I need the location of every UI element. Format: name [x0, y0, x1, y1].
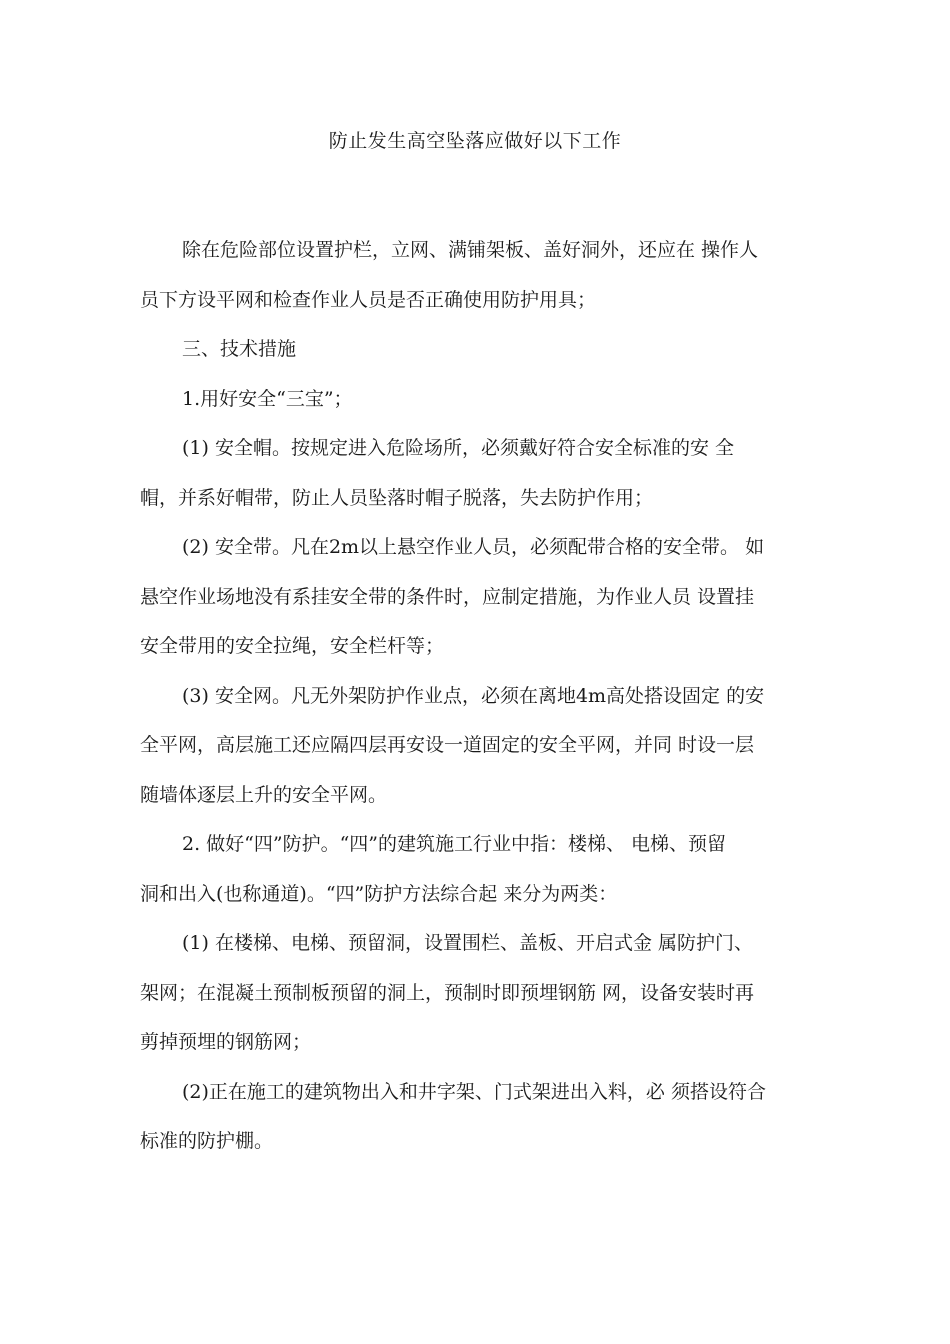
paragraph-line: 悬空作业场地没有系挂安全带的条件时，应制定措施，为作业人员 设置挂 [140, 585, 755, 608]
document-title: 防止发生高空坠落应做好以下工作 [328, 130, 622, 152]
paragraph-line: 帽，并系好帽带，防止人员坠落时帽子脱落，失去防护作用； [140, 486, 654, 509]
paragraph-line: (2)正在施工的建筑物出入和井字架、门式架进出入料，必 须搭设符合 [182, 1080, 766, 1103]
paragraph-line: 除在危险部位设置护栏，立网、满铺架板、盖好洞外，还应在 操作人 [182, 239, 759, 261]
paragraph-line: (2) 安全带。凡在2m以上悬空作业人员，必须配带合格的安全带。 如 [182, 536, 765, 558]
paragraph-line: 1.用好安全“三宝”； [182, 387, 353, 410]
paragraph [140, 523, 812, 672]
paragraph [140, 820, 812, 919]
paragraph-line: 洞和出入(也称通道)。“四”防护方法综合起 来分为两类： [140, 882, 618, 905]
paragraph-line: 随墙体逐层上升的安全平网。 [140, 783, 388, 806]
paragraph [140, 424, 812, 523]
paragraph [140, 226, 812, 325]
section-heading [140, 325, 812, 375]
paragraph [140, 672, 812, 821]
paragraph-line: (3) 安全网。凡无外架防护作业点，必须在离地4m高处搭设固定 的安 [182, 684, 765, 707]
paragraph-line: 员下方设平网和检查作业人员是否正确使用防护用具； [140, 288, 597, 311]
paragraph-line: 架网；在混凝土预制板预留的洞上，预制时即预埋钢筋 网，设备安装时再 [140, 981, 755, 1004]
paragraph [140, 375, 812, 425]
paragraph-line: 安全带用的安全拉绳，安全栏杆等； [140, 635, 445, 657]
paragraph-line: 2. 做好“四”防护。“四”的建筑施工行业中指：楼梯、 电梯、预留 [182, 833, 727, 855]
paragraph [140, 919, 812, 1068]
paragraph-line: 剪掉预埋的钢筋网； [140, 1031, 312, 1053]
paragraph-line: (1) 安全帽。按规定进入危险场所，必须戴好符合安全标准的安 全 [182, 437, 734, 459]
paragraph-line: (1) 在楼梯、电梯、预留洞，设置围栏、盖板、开启式金 属防护门、 [182, 932, 753, 954]
paragraph [140, 1068, 812, 1167]
document-body [140, 226, 812, 1167]
paragraph-line: 标准的防护棚。 [140, 1130, 274, 1152]
paragraph-line: 三、技术措施 [182, 338, 297, 360]
paragraph-line: 全平网，高层施工还应隔四层再安设一道固定的安全平网，并同 时设一层 [140, 734, 755, 756]
